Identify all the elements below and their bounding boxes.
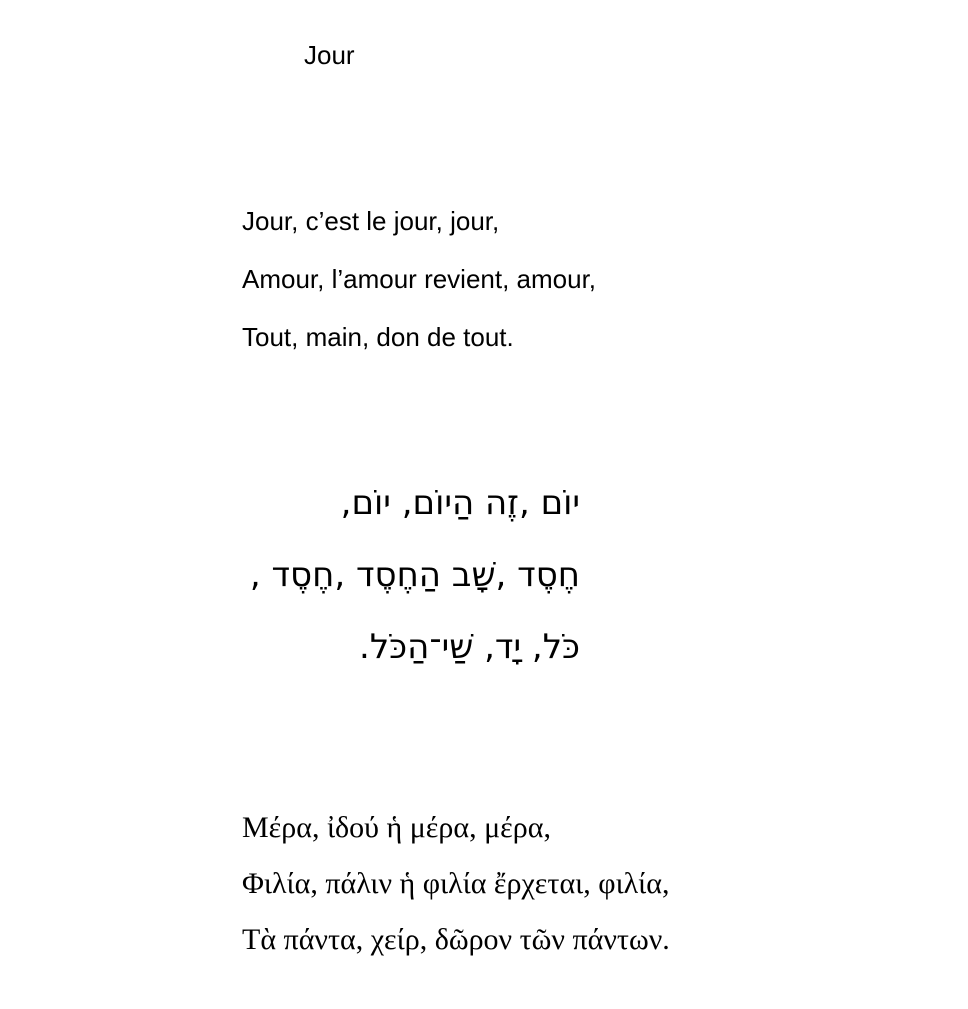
greek-stanza bbox=[242, 806, 670, 974]
french-stanza bbox=[242, 202, 596, 376]
french-line-3: Tout, main, don de tout. bbox=[242, 322, 514, 352]
greek-line-2: Φιλία, πάλιν ἡ φιλία ἔρχεται, φιλία, bbox=[242, 867, 670, 900]
greek-line-3: Τὰ πάντα, χείρ, δῶρον τῶν πάντων. bbox=[242, 923, 670, 956]
greek-line-1: Μέρα, ἰδού ἡ μέρα, μέρα, bbox=[242, 811, 551, 844]
hebrew-line-3: כֹּל, יָד, שַׁי־הַכֹּל. bbox=[359, 627, 580, 667]
hebrew-line-1: יוֹם ,זֶה הַיוֹם, יוֹם, bbox=[340, 483, 580, 523]
poem-title: Jour bbox=[304, 40, 355, 70]
hebrew-stanza bbox=[250, 478, 580, 694]
hebrew-line-2: חֶסֶד ,שָׁב הַחֶסֶד ,חֶסֶד , bbox=[249, 555, 580, 595]
french-line-1: Jour, c’est le jour, jour, bbox=[242, 206, 500, 236]
french-line-2: Amour, l’amour revient, amour, bbox=[242, 264, 597, 294]
